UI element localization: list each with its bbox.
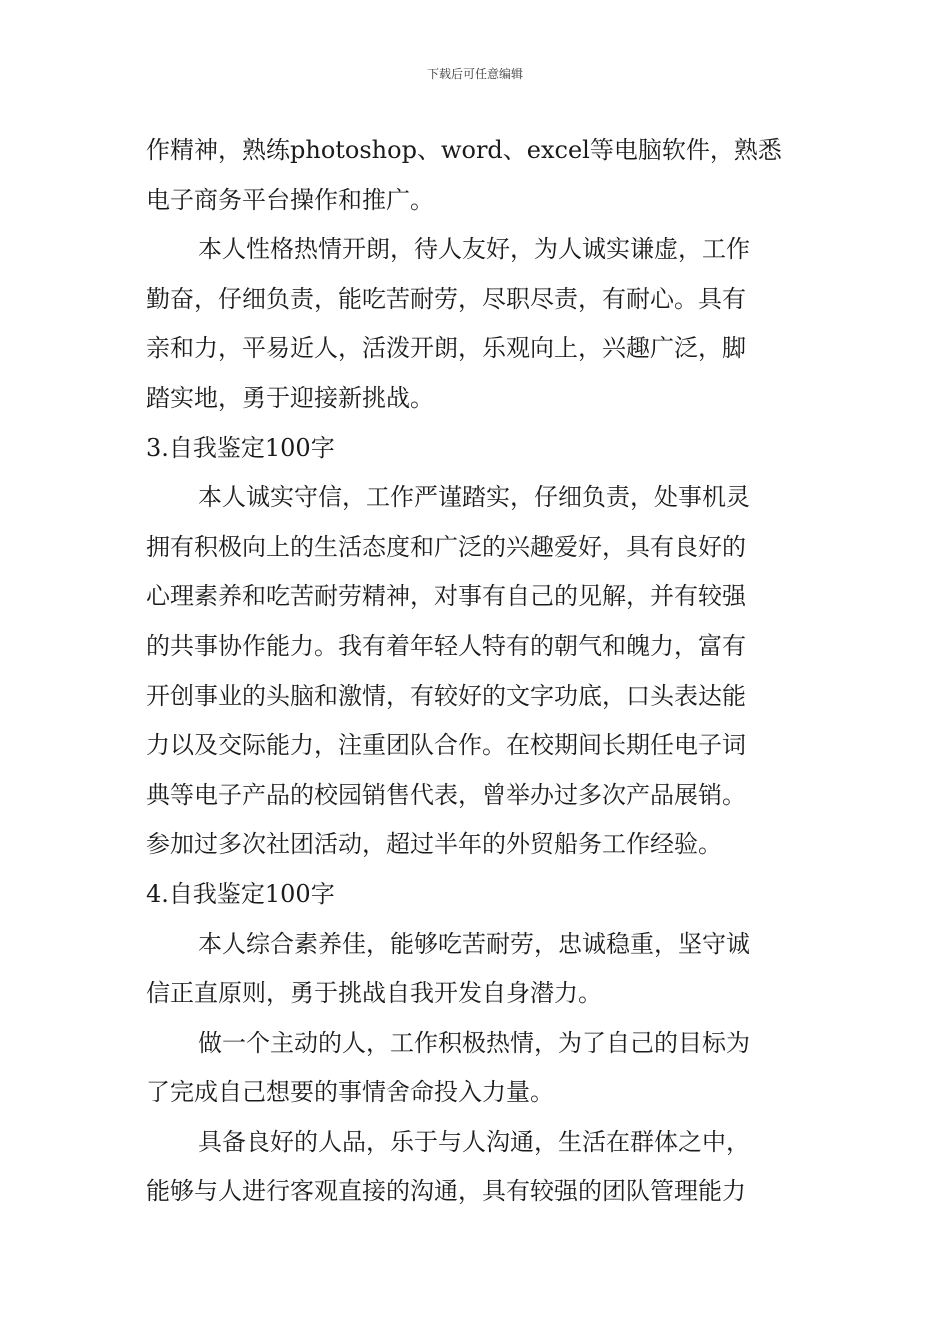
paragraph-start-line: 具备良好的人品，乐于与人沟通，生活在群体之中，: [198, 1127, 750, 1156]
text-line: 开创事业的头脑和激情，有较好的文字功底，口头表达能: [146, 681, 746, 710]
page-header: 下载后可任意编辑: [426, 67, 523, 81]
text-line: 拥有积极向上的生活态度和广泛的兴趣爱好，具有良好的: [146, 532, 746, 561]
text-line: 心理素养和吃苦耐劳精神，对事有自己的见解，并有较强: [146, 582, 746, 611]
paragraph-start-line: 本人性格热情开朗，待人友好，为人诚实谦虚，工作: [198, 235, 750, 264]
section-heading: 3.自我鉴定100字: [146, 433, 335, 462]
text-line: 力以及交际能力，注重团队合作。在校期间长期任电子词: [146, 731, 746, 760]
text-line: 踏实地，勇于迎接新挑战。: [146, 383, 434, 412]
paragraph-start-line: 做一个主动的人，工作积极热情，为了自己的目标为: [198, 1028, 750, 1057]
paragraph-start-line: 本人诚实守信，工作严谨踏实，仔细负责，处事机灵: [198, 483, 750, 512]
text-line: 勤奋，仔细负责，能吃苦耐劳，尽职尽责，有耐心。具有: [146, 284, 746, 313]
document-body: [146, 126, 806, 1217]
text-line: 电子商务平台操作和推广。: [146, 185, 434, 214]
text-line: 能够与人进行客观直接的沟通，具有较强的团队管理能力: [146, 1177, 746, 1206]
text-line: 了完成自己想要的事情舍命投入力量。: [146, 1078, 554, 1107]
text-line: 参加过多次社团活动，超过半年的外贸船务工作经验。: [146, 830, 722, 859]
text-line: 作精神，熟练photoshop、word、excel等电脑软件，熟悉: [146, 136, 782, 164]
section-heading: 4.自我鉴定100字: [146, 879, 335, 908]
text-line: 信正直原则，勇于挑战自我开发自身潜力。: [146, 979, 602, 1008]
text-line: 典等电子产品的校园销售代表，曾举办过多次产品展销。: [146, 780, 746, 809]
text-line: 亲和力，平易近人，活泼开朗，乐观向上，兴趣广泛，脚: [146, 334, 746, 363]
text-line: 的共事协作能力。我有着年轻人特有的朝气和魄力，富有: [146, 631, 746, 660]
paragraph-start-line: 本人综合素养佳，能够吃苦耐劳，忠诚稳重，坚守诚: [198, 929, 750, 958]
